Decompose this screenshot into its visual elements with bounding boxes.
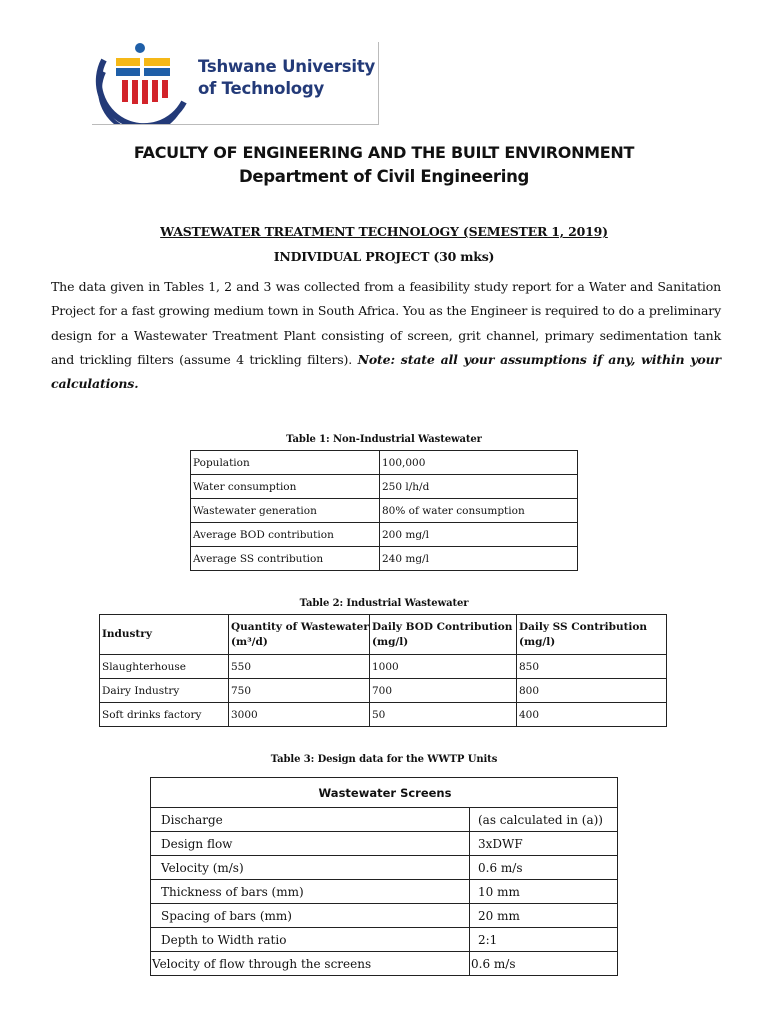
table-row <box>151 880 618 904</box>
table-cell: 250 l/h/d <box>380 475 578 499</box>
table-cell: Average BOD contribution <box>191 523 380 547</box>
table-row <box>151 808 618 832</box>
table-cell: 240 mg/l <box>380 547 578 571</box>
table-cell: 80% of water consumption <box>380 499 578 523</box>
table-cell: 0.6 m/s <box>470 856 618 880</box>
table-cell: (as calculated in (a)) <box>470 808 618 832</box>
intro-text: The data given in Tables 1, 2 and 3 was collected from a feasibility study report for a Water and Sanitation Project for a fast growing medium town in South Africa. You as the Engineer is required to do a preliminary design for a Wastewater Treatment Plant consisting of screen, grit channel, primary sedimentation tank and trickling filters (assume 4 trickling filters). <box>51 279 721 367</box>
table-cell: Soft drinks factory <box>100 703 229 727</box>
table1-caption: Table 1: Non-Industrial Wastewater <box>286 434 482 445</box>
table-row <box>191 499 578 523</box>
table-cell: 850 <box>517 655 667 679</box>
table-cell: 3xDWF <box>470 832 618 856</box>
table-cell: 700 <box>370 679 517 703</box>
table-row <box>100 703 667 727</box>
table-cell: Average SS contribution <box>191 547 380 571</box>
table-row <box>191 451 578 475</box>
table-row <box>151 832 618 856</box>
table-row <box>191 475 578 499</box>
table-row <box>151 856 618 880</box>
table-cell: Discharge <box>151 808 470 832</box>
table-cell: Dairy Industry <box>100 679 229 703</box>
logo-line-2: of Technology <box>198 79 325 98</box>
table-cell: 10 mm <box>470 880 618 904</box>
table-cell: Population <box>191 451 380 475</box>
table-header-row <box>100 615 667 655</box>
table-header-cell: Daily SS Contribution (mg/l) <box>517 615 667 655</box>
department-heading: Department of Civil Engineering <box>238 167 530 186</box>
table1-non-industrial <box>190 450 578 571</box>
table3-design-data <box>150 777 618 976</box>
table-cell: Design flow <box>151 832 470 856</box>
logo-line-1: Tshwane University <box>198 57 376 76</box>
table-cell: Thickness of bars (mm) <box>151 880 470 904</box>
table-cell: 2:1 <box>470 928 618 952</box>
table-cell: 100,000 <box>380 451 578 475</box>
table-header-cell: Quantity of Wastewater (m³/d) <box>229 615 370 655</box>
table-cell: 800 <box>517 679 667 703</box>
table-header-cell: Industry <box>100 615 229 655</box>
logo-text <box>198 56 375 100</box>
table-cell: 400 <box>517 703 667 727</box>
table-cell: 20 mm <box>470 904 618 928</box>
table-header-row <box>151 778 618 808</box>
university-emblem-icon <box>94 42 194 124</box>
table2-caption: Table 2: Industrial Wastewater <box>299 598 469 609</box>
table-cell: 550 <box>229 655 370 679</box>
intro-paragraph <box>51 275 721 396</box>
table-cell: Slaughterhouse <box>100 655 229 679</box>
course-title: WASTEWATER TREATMENT TECHNOLOGY (SEMESTER 1, 2019) <box>160 224 608 239</box>
table3-caption: Table 3: Design data for the WWTP Units <box>270 754 498 765</box>
table-cell: 200 mg/l <box>380 523 578 547</box>
faculty-heading: FACULTY OF ENGINEERING AND THE BUILT ENVIRONMENT <box>133 143 635 162</box>
table2-industrial <box>99 614 667 727</box>
university-logo <box>92 42 379 125</box>
table-cell: Velocity of flow through the screens <box>151 952 470 976</box>
intro-note: Note: state all your assumptions if any, within your calculations. <box>51 351 721 392</box>
table-cell: 1000 <box>370 655 517 679</box>
table-row <box>151 952 618 976</box>
table-cell: 0.6 m/s <box>470 952 618 976</box>
table-cell: Spacing of bars (mm) <box>151 904 470 928</box>
table-section-header: Wastewater Screens <box>151 778 618 808</box>
table-cell: Water consumption <box>191 475 380 499</box>
table-cell: 3000 <box>229 703 370 727</box>
table-cell: Velocity (m/s) <box>151 856 470 880</box>
table-cell: 750 <box>229 679 370 703</box>
table-cell: Depth to Width ratio <box>151 928 470 952</box>
table-cell: Wastewater generation <box>191 499 380 523</box>
table-row <box>100 655 667 679</box>
table-row <box>100 679 667 703</box>
table-row <box>191 523 578 547</box>
table-row <box>151 904 618 928</box>
table-header-cell: Daily BOD Contribution (mg/l) <box>370 615 517 655</box>
table-row <box>151 928 618 952</box>
table-row <box>191 547 578 571</box>
table-cell: 50 <box>370 703 517 727</box>
project-title: INDIVIDUAL PROJECT (30 mks) <box>273 249 495 264</box>
